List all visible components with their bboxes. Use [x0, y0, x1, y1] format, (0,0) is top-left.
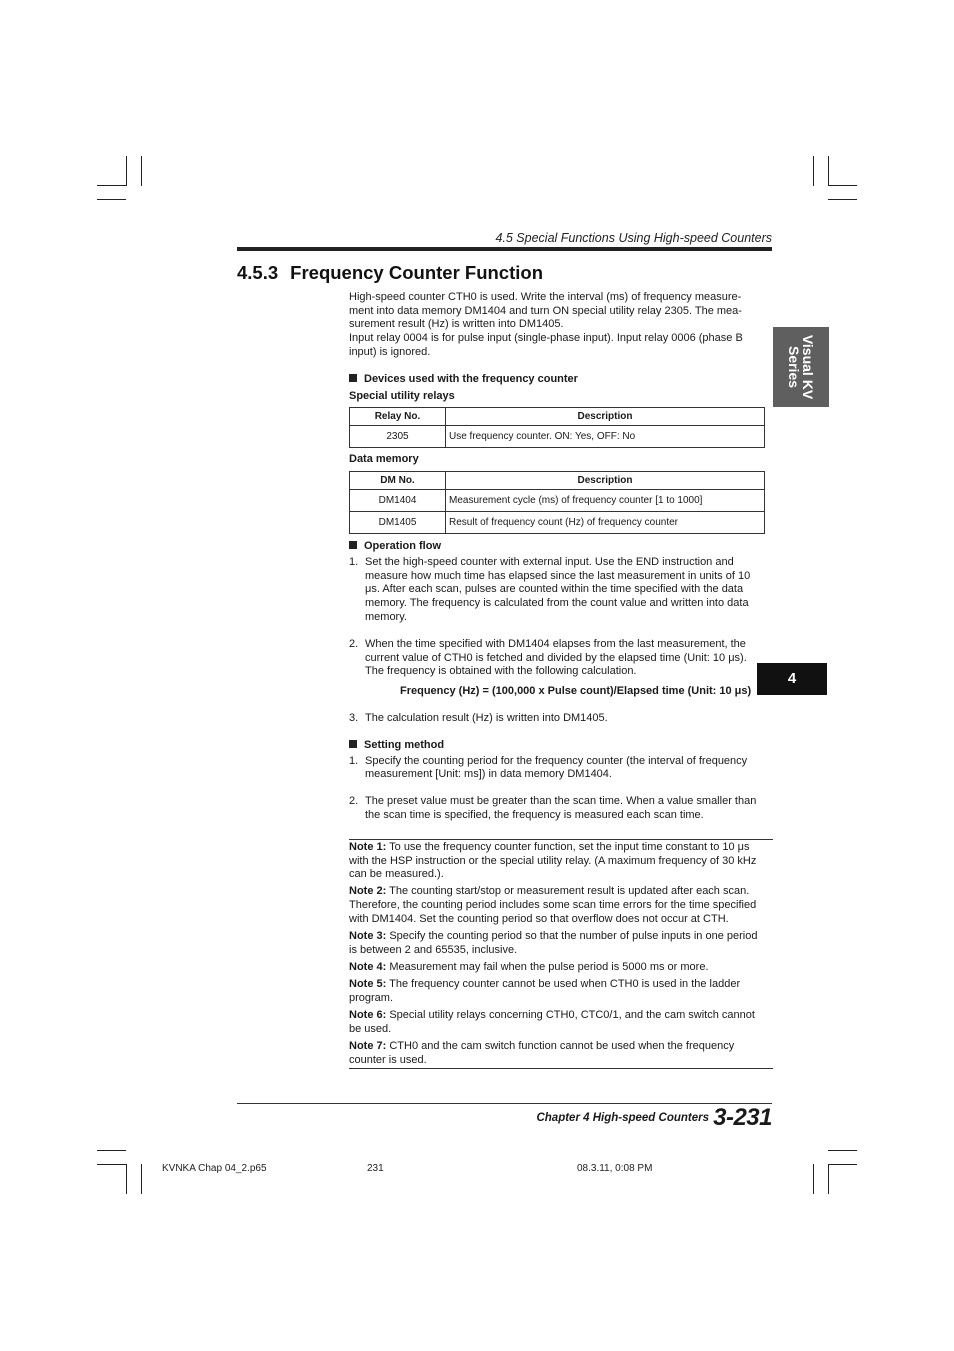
note: Note 1: To use the frequency counter function, set the input time constant to 10 μs with the HSP instruction or the special utility relay. (A maximum frequency of 30 kHz can be measured.). [349, 840, 757, 881]
section-title-text: Frequency Counter Function [290, 262, 543, 283]
table-cell: Use frequency counter. ON: Yes, OFF: No [446, 426, 765, 448]
note: Note 6: Special utility relays concerning CTH0, CTC0/1, and the cam switch cannot be used. [349, 1009, 755, 1035]
crop-mark [126, 1164, 127, 1194]
intro-paragraph: High-speed counter CTH0 is used. Write the interval (ms) of frequency measure- ment into data memory DM1404 and turn ON special utility relay 2305. The mea- surement result (Hz) is written into DM1405. Input relay 0004 is for pulse input (single-phase input). Input relay 0006 (phase B input) is ignored. [349, 291, 743, 358]
note: Note 5: The frequency counter cannot be used when CTH0 is used in the ladder program. [349, 978, 741, 1004]
footer-rule [237, 1103, 772, 1104]
main-content [349, 291, 773, 1069]
crop-mark [828, 1164, 857, 1165]
crop-mark [828, 156, 829, 186]
square-bullet-icon [349, 541, 357, 549]
operation-steps [349, 556, 773, 679]
crop-mark [97, 185, 126, 186]
table-header: Description [446, 408, 765, 426]
crop-mark [97, 199, 126, 200]
chapter-tab: 4 [757, 663, 827, 695]
frequency-formula: Frequency (Hz) = (100,000 x Pulse count)/Elapsed time (Unit: 10 μs) [400, 684, 752, 697]
table-row [350, 512, 765, 534]
running-header: 4.5 Special Functions Using High-speed Counters [495, 231, 772, 245]
table-header: Description [446, 472, 765, 490]
header-rule [237, 247, 772, 251]
slug-file: KVNKA Chap 04_2.p65 [162, 1163, 267, 1174]
page-number: 3-231 [713, 1104, 772, 1131]
square-bullet-icon [349, 374, 357, 382]
list-item: 2. The preset value must be greater than the scan time. When a value smaller than the scan time is specified, the frequency is measured each scan time. [349, 795, 757, 822]
dm-label: Data memory [349, 453, 419, 466]
devices-heading: Devices used with the frequency counter [349, 373, 773, 387]
list-item: 2. When the time specified with DM1404 elapses from the last measurement, the current value of CTH0 is fetched and divided by the elapsed time (Unit: 10 μs). The frequency is obtained with the following calculation. [349, 637, 747, 678]
crop-mark [126, 156, 127, 186]
note: Note 2: The counting start/stop or measurement result is updated after each scan. Therefore, the counting period includes some scan time errors for the time specified with DM1404. Set the counting period so that overflow does not occur at CTH. [349, 885, 757, 925]
table-header: DM No. [350, 472, 446, 490]
crop-mark [828, 1150, 857, 1151]
setting-heading: Setting method [349, 739, 773, 753]
section-title [237, 262, 543, 284]
square-bullet-icon [349, 740, 357, 748]
table-cell: DM1405 [350, 512, 446, 534]
table-cell: Result of frequency count (Hz) of frequency counter [446, 512, 765, 534]
relays-label: Special utility relays [349, 389, 455, 402]
series-side-tab [773, 327, 829, 407]
note: Note 4: Measurement may fail when the pulse period is 5000 ms or more. [349, 961, 709, 973]
note: Note 3: Specify the counting period so that the number of pulse inputs in one period is between 2 and 65535, inclusive. [349, 930, 758, 956]
crop-mark [97, 1150, 126, 1151]
table-row [350, 426, 765, 448]
table-cell: DM1404 [350, 490, 446, 512]
table-row [350, 490, 765, 512]
dm-table [349, 471, 765, 534]
crop-mark [813, 156, 814, 186]
crop-mark [813, 1164, 814, 1194]
relay-table [349, 407, 765, 448]
list-item: 3. The calculation result (Hz) is written into DM1405. [349, 711, 608, 724]
crop-mark [828, 185, 857, 186]
note: Note 7: CTH0 and the cam switch function cannot be used when the frequency counter is used. [349, 1040, 735, 1066]
crop-mark [141, 156, 142, 186]
operation-heading: Operation flow [349, 540, 773, 554]
table-cell: Measurement cycle (ms) of frequency counter [1 to 1000] [446, 490, 765, 512]
crop-mark [141, 1164, 142, 1194]
crop-mark [828, 199, 857, 200]
slug-date: 08.3.11, 0:08 PM [577, 1163, 653, 1174]
list-item: 1. Set the high-speed counter with external input. Use the END instruction and measure how much time has elapsed since the last measurement in units of 10 μs. After each scan, pulses are counted within the time specified with the data memory. The frequency is calculated from the count value and written into data memory. [349, 555, 751, 623]
crop-mark [97, 1164, 126, 1165]
table-cell: 2305 [350, 426, 446, 448]
list-item: 1. Specify the counting period for the frequency counter (the interval of frequency measurement [Unit: ms]) in data memory DM1404. [349, 754, 748, 781]
table-header: Relay No. [350, 408, 446, 426]
series-tab-label: Visual KV Series [786, 334, 816, 400]
crop-mark [828, 1164, 829, 1194]
slug-page: 231 [367, 1163, 384, 1174]
notes-box [349, 839, 773, 1070]
footer-chapter: Chapter 4 High-speed Counters [536, 1112, 709, 1124]
setting-steps [349, 755, 773, 823]
operation-steps-cont [349, 712, 773, 726]
section-number: 4.5.3 [237, 262, 279, 283]
